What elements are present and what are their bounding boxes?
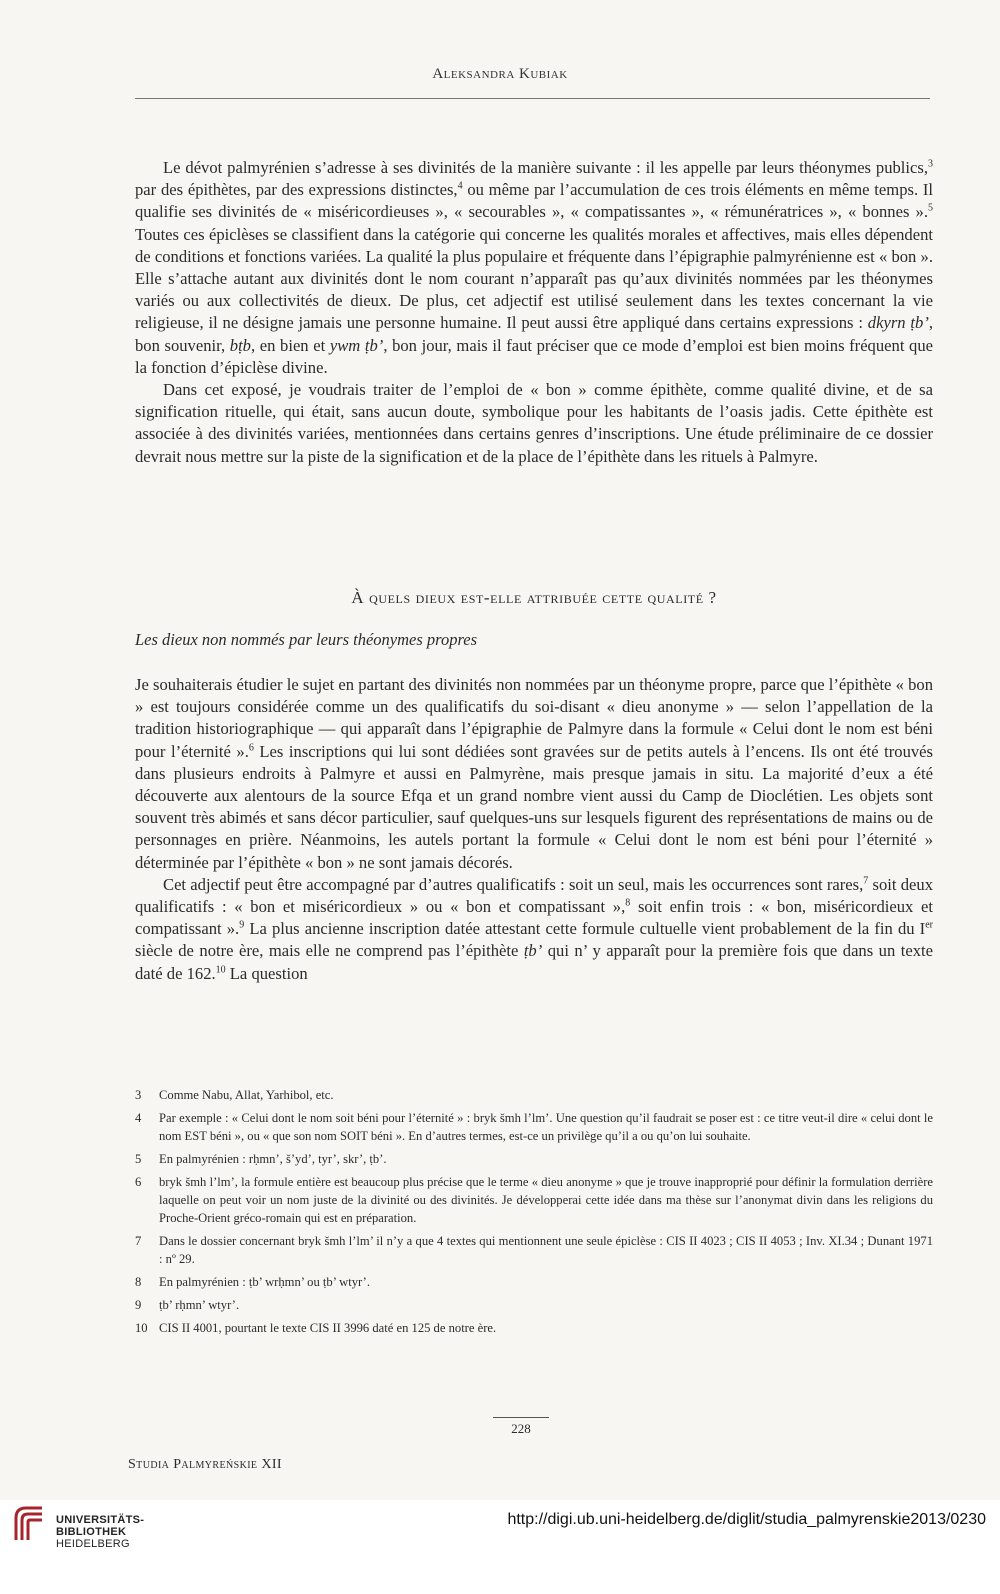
footnote xyxy=(135,1086,933,1104)
transliteration: ywm ṭb’ xyxy=(329,335,384,355)
text-run: La plus ancienne inscription datée attestant cette formule cultuelle vient probablement de la fin du I xyxy=(244,919,926,939)
footnote-text: CIS II 4001, pourtant le texte CIS II 3996 daté en 125 de notre ère. xyxy=(159,1321,497,1335)
intro-text xyxy=(135,157,933,468)
footnotes xyxy=(135,1086,933,1342)
footnote-ref: 10 xyxy=(215,964,226,976)
library-name-line: UNIVERSITÄTS- xyxy=(56,1514,145,1526)
footnote xyxy=(135,1232,933,1268)
footnote-number: 7 xyxy=(135,1234,142,1248)
footnote-ref: 7 xyxy=(863,875,869,887)
footnote-ref: 6 xyxy=(248,742,254,754)
footnote-text: Comme Nabu, Allat, Yarhibol, etc. xyxy=(159,1088,334,1102)
footnote xyxy=(135,1173,933,1227)
footnote-number: 4 xyxy=(135,1111,142,1125)
text-run: Toutes ces épiclèses se classifient dans la catégorie qui concerne les qualités morales et affectives, mais elles dépendent de conditions et fonctions variées. La qualité la plus populaire et fréquente dans l’épigraphie palmyrénienne est « bon ». Elle s’attache autant aux divinités dont le nom courant n’apparaît pas qu’aux divinités nommées par les théonymes variés ou aux collectivités de dieux. De plus, cet adjectif est utilisé seulement dans les textes concernant la vie religieuse, il ne désigne jamais une personne humaine. Il peut aussi être appliqué dans certains expressions : xyxy=(135,224,933,333)
text-run: , en bien et xyxy=(250,335,330,355)
subsection-title: Les dieux non nommés par leurs théonymes propres xyxy=(135,630,478,649)
footnote-text: bryk šmh l’lm’, la formule entière est beaucoup plus précise que le terme « dieu anonyme » que je trouve inapproprié pour définir la formulation derrière laquelle on peut voir un nom juste de la divinité ou des divinités. Je développerai cette idée dans ma thèse sur l’anonymat divin dans les religions du Proche-Orient gréco-romain qui est en préparation. xyxy=(159,1175,933,1225)
text-run: soit deux qualificatifs : « bon et miséricordieux » ou « bon et compatissant », xyxy=(135,874,933,917)
page-number-rule xyxy=(493,1417,549,1418)
text-run: Le dévot palmyrénien s’adresse à ses divinités de la manière suivante : il les appelle par leurs théonymes publics, xyxy=(163,158,928,177)
footnote-number: 3 xyxy=(135,1088,142,1102)
text-run: qui n’ y apparaît pour la première fois que dans un texte daté de 162. xyxy=(135,941,933,983)
transliteration: ṭb’ xyxy=(523,941,543,961)
footnote xyxy=(135,1150,933,1168)
footnote xyxy=(135,1273,933,1291)
text-run: La question xyxy=(225,963,308,983)
footnote-text: Dans le dossier concernant bryk šmh l’lm’ il n’y a que 4 textes qui mentionnent une seule épiclèse : CIS II 4023 ; CIS II 4053 ; Inv. XI.34 ; Dunant 1971 : nº 29. xyxy=(159,1234,933,1266)
footnote-text: Par exemple : « Celui dont le nom soit béni pour l’éternité » : bryk šmh l’lm’. Une question qu’il faudrait se poser est : ce titre veut-il dire « celui dont le nom EST béni », ou « que son nom SOIT béni ». En d’autres termes, est-ce un privilège qu’il a ou qu’on lui souhaite. xyxy=(159,1111,933,1143)
journal-title: Studia Palmyreńskie XII xyxy=(128,1457,282,1472)
footnote-text: En palmyrénien : rḥmn’, š’yd’, tyr’, skr’, ṭb’. xyxy=(159,1152,387,1166)
library-name-line: HEIDELBERG xyxy=(56,1538,130,1550)
paragraph-4 xyxy=(135,874,933,985)
footnote-ref: 4 xyxy=(457,180,463,192)
page-number: 228 xyxy=(511,1421,531,1436)
library-name-line: BIBLIOTHEK xyxy=(56,1526,127,1538)
running-head-author: Aleksandra Kubiak xyxy=(432,66,568,82)
footnote-ref: 8 xyxy=(625,897,631,909)
ordinal-suffix: er xyxy=(925,919,933,931)
paragraph-2: Dans cet exposé, je voudrais traiter de l’emploi de « bon » comme épithète, comme qualité divine, et de sa signification rituelle, qui était, sans aucun doute, symbolique pour les habitants de l’oasis jadis. Cette épithète est associée à des divinités variées, mentionnées dans certains genres d’inscriptions. Une étude préliminaire de ce dossier devrait nous mettre sur la piste de la signification et de la place de l’épithète dans les rituels à Palmyre. xyxy=(135,380,933,466)
section-title: À quels dieux est-elle attribuée cette qualité ? xyxy=(351,588,717,607)
text-run: Les inscriptions qui lui sont dédiées sont gravées sur de petits autels à l’encens. Ils ont été trouvés dans plusieurs endroits à Palmyre et aussi en Palmyrène, mais presque jamais in situ. La majorité d’eux a été découverte aux alentours de la source Efqa et un grand nombre vient aussi du Camp de Dioclétien. Les objets sont souvent très abimés et sans décor particulier, sauf quelques-uns sur lesquels figurent des représentations de mains ou de personnages en prière. Néanmoins, les autels portant la formule « Celui dont le nom est béni pour l’éternité » déterminée par l’épithète « bon » ne sont jamais décorés. xyxy=(135,741,934,872)
footnote xyxy=(135,1296,933,1314)
paragraph-1 xyxy=(135,157,933,379)
footnote-text: ṭb’ rḥmn’ wtyr’. xyxy=(159,1298,240,1312)
transliteration: bṭb xyxy=(229,335,251,355)
footnote-ref: 9 xyxy=(239,919,245,931)
text-run: , bon jour, mais il faut préciser que ce mode d’emploi est bien moins fréquent que la fonction d’épiclèse divine. xyxy=(135,335,934,377)
main-text xyxy=(135,674,933,985)
transliteration: dkyrn ṭb’ xyxy=(867,313,929,333)
footnote-ref: 5 xyxy=(928,202,933,214)
footnote-number: 9 xyxy=(135,1298,142,1312)
footnote-number: 10 xyxy=(135,1321,148,1335)
footnote-number: 6 xyxy=(135,1175,142,1189)
header-rule xyxy=(135,98,930,99)
source-url-link[interactable]: http://digi.ub.uni-heidelberg.de/diglit/studia_palmyrenskie2013/0230 xyxy=(507,1511,986,1528)
text-run: par des épithètes, par des expressions distinctes, xyxy=(135,180,458,200)
footnote-number: 8 xyxy=(135,1275,142,1289)
paragraph-3 xyxy=(135,674,933,874)
text-run: , bon souvenir, xyxy=(135,313,934,355)
footnote xyxy=(135,1319,933,1337)
text-run: siècle de notre ère, mais elle ne comprend pas l’épithète xyxy=(135,941,524,961)
footnote xyxy=(135,1109,933,1145)
library-name xyxy=(56,1514,144,1550)
footnote-ref: 3 xyxy=(928,158,933,170)
library-logo-icon xyxy=(12,1504,48,1544)
text-run: soit enfin trois : « bon, miséricordieux et compatissant ». xyxy=(135,897,933,939)
text-run: Je souhaiterais étudier le sujet en partant des divinités non nommées par un théonyme propre, parce que l’épithète « bon » est toujours considérée comme un des qualificatifs du soi-disant « dieu anonyme » — selon l’appellation de la tradition historiographique — qui apparaît dans l’épigraphie de Palmyre dans la formule « Celui dont le nom est béni pour l’éternité ». xyxy=(135,675,933,761)
footnote-text: En palmyrénien : ṭb’ wrḥmn’ ou ṭb’ wtyr’. xyxy=(159,1275,371,1289)
text-run: Cet adjectif peut être accompagné par d’autres qualificatifs : soit un seul, mais les occurrences sont rares, xyxy=(163,874,864,894)
footnote-number: 5 xyxy=(135,1152,142,1166)
text-run: ou même par l’accumulation de ces trois éléments en même temps. Il qualifie ses divinités de « miséricordieuses », « secourables », « compatissantes », « rémunératrices », « bonnes ». xyxy=(135,180,933,222)
